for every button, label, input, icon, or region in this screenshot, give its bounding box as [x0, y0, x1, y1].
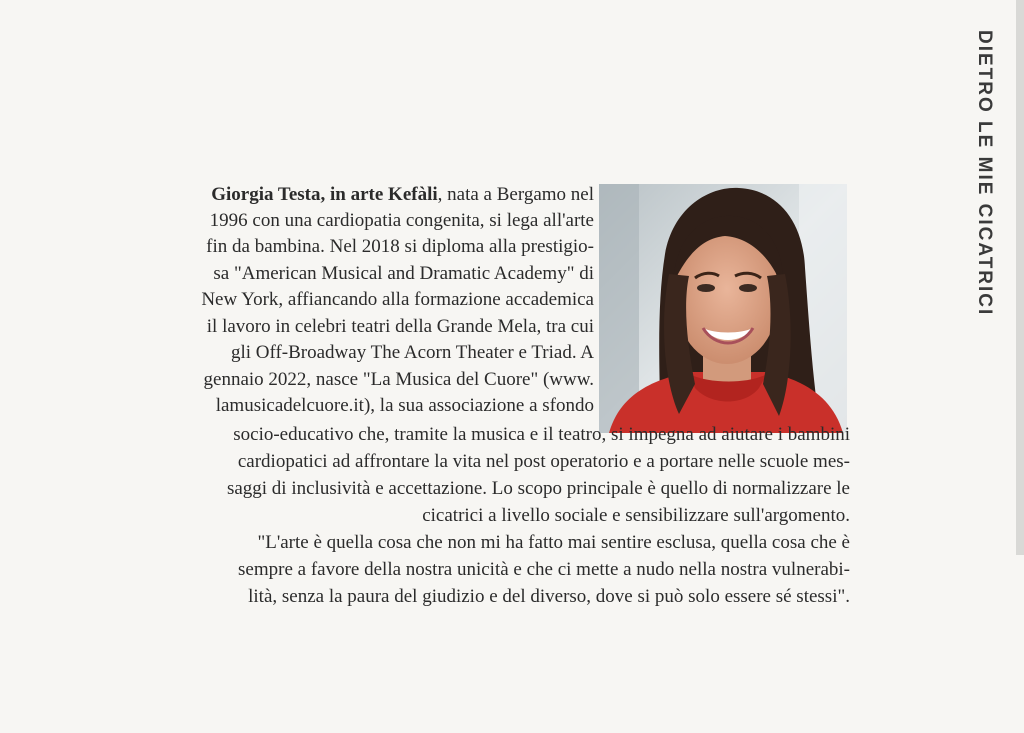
article-line: New York, affiancando alla formazione accademica: [201, 289, 594, 310]
article-line: sa "American Musical and Dramatic Academy" di: [213, 263, 594, 284]
article-line: gli Off-Broadway The Acorn Theater e Triad. A: [230, 342, 594, 363]
article-line: 1996 con una cardiopatia congenita, si lega all'arte: [209, 210, 594, 231]
article-line: il lavoro in celebri teatri della Grande Mela, tra cui: [206, 316, 594, 337]
running-header: DIETRO LE MIE CICATRICI: [974, 30, 995, 317]
quote-line: "L'arte è quella cosa che non mi ha fatto mai sentire esclusa, quella cosa che è: [257, 532, 850, 553]
article-line: cardiopatici ad affrontare la vita nel post operatorio e a portare nelle scuole mes-: [237, 451, 850, 472]
article-line: gennaio 2022, nasce "La Musica del Cuore" (www.: [203, 369, 594, 390]
article-line: cicatrici a livello sociale e sensibilizzare sull'argomento.: [422, 505, 850, 526]
article-lead-name: Giorgia Testa, in arte Kefàli: [211, 184, 438, 205]
article-line: saggi di inclusività e accettazione. Lo scopo principale è quello di normalizzare le: [226, 478, 850, 499]
portrait-photo: [599, 184, 847, 433]
article-line: lamusicadelcuore.it), la sua associazione a sfondo: [215, 395, 594, 416]
page-edge-strip: [1016, 0, 1024, 555]
article-line: Giorgia Testa, in arte Kefàli, nata a Bergamo nel: [211, 184, 594, 205]
quote-line: lità, senza la paura del giudizio e del diverso, dove si può solo essere sé stessi".: [248, 586, 850, 607]
article-line: fin da bambina. Nel 2018 si diploma alla prestigio-: [206, 236, 594, 257]
article-line: socio-educativo che, tramite la musica e il teatro, si impegna ad aiutare i bambini: [233, 424, 850, 445]
quote-line: sempre a favore della nostra unicità e che ci mette a nudo nella nostra vulnerabi-: [238, 559, 850, 580]
